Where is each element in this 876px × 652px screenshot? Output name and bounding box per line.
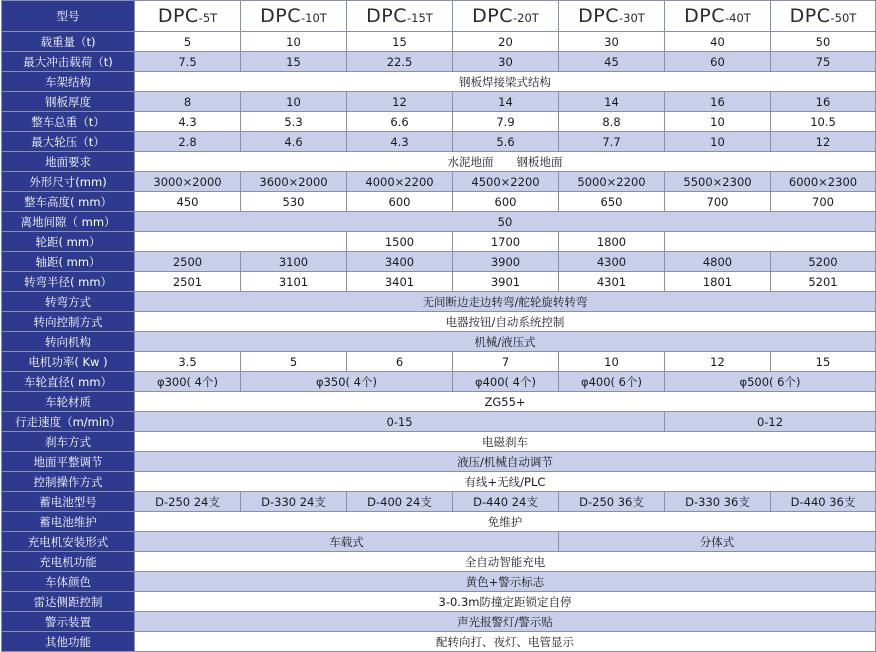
spec-value-cell: 14 (453, 92, 559, 112)
spec-value-cell: 分体式 (559, 532, 876, 552)
model-suffix: -15T (407, 11, 433, 25)
spec-value-cell: 10 (559, 352, 665, 372)
spec-value-cell: φ500( 6个) (665, 372, 876, 392)
spec-row-label: 控制操作方式 (2, 472, 135, 492)
spec-value-cell: 16 (771, 92, 876, 112)
spec-value-cell: D-250 24支 (135, 492, 241, 512)
spec-row (2, 292, 876, 312)
spec-row (2, 572, 876, 592)
spec-row (2, 452, 876, 472)
spec-value-cell: 车载式 (135, 532, 559, 552)
spec-value-cell: 4000×2200 (347, 172, 453, 192)
spec-value-cell: 2.8 (135, 132, 241, 152)
spec-value-cell: 600 (453, 192, 559, 212)
spec-value-cell: 1500 (347, 232, 453, 252)
model-suffix: -10T (301, 11, 327, 25)
spec-value-cell: 4.6 (241, 132, 347, 152)
spec-row-label: 地面平整调节 (2, 452, 135, 472)
spec-value-cell: φ400( 4个) (453, 372, 559, 392)
spec-row-label: 转弯半径( mm） (2, 272, 135, 292)
spec-value-cell: 15 (771, 352, 876, 372)
spec-value-cell: 无间断边走边转弯/舵轮旋转转弯 (135, 292, 876, 312)
spec-value-cell: 10 (665, 112, 771, 132)
spec-value-cell (135, 232, 347, 252)
spec-row (2, 432, 876, 452)
spec-row (2, 612, 876, 632)
spec-value-cell: 30 (559, 32, 665, 52)
spec-value-cell: 电器按钮/自动系统控制 (135, 312, 876, 332)
spec-row-label: 最大轮压（t） (2, 132, 135, 152)
spec-value-cell: 50 (135, 212, 876, 232)
spec-row (2, 52, 876, 72)
spec-row (2, 332, 876, 352)
spec-value-cell: D-330 36支 (665, 492, 771, 512)
spec-row-label: 轴距( mm） (2, 252, 135, 272)
spec-row (2, 212, 876, 232)
spec-row (2, 172, 876, 192)
spec-value-cell: 2500 (135, 252, 241, 272)
spec-value-cell: 全自动智能充电 (135, 552, 876, 572)
spec-row-label: 电机功率( Kw ) (2, 352, 135, 372)
spec-value-cell: 2501 (135, 272, 241, 292)
spec-value-cell: 1801 (665, 272, 771, 292)
spec-value-cell: 5.3 (241, 112, 347, 132)
spec-value-cell: 16 (665, 92, 771, 112)
spec-value-cell: 5201 (771, 272, 876, 292)
spec-value-cell: 液压/机械自动调节 (135, 452, 876, 472)
spec-row-label: 整车高度( mm） (2, 192, 135, 212)
spec-value-cell: 10 (241, 32, 347, 52)
spec-value-cell: 5500×2300 (665, 172, 771, 192)
spec-value-cell: 7.9 (453, 112, 559, 132)
spec-value-cell: 3101 (241, 272, 347, 292)
spec-row (2, 152, 876, 172)
spec-value-cell: 7.5 (135, 52, 241, 72)
spec-value-cell: 3100 (241, 252, 347, 272)
spec-value-cell: 60 (665, 52, 771, 72)
spec-value-cell: 有线+无线/PLC (135, 472, 876, 492)
spec-row-label: 整车总重（t） (2, 112, 135, 132)
spec-value-cell: 6 (347, 352, 453, 372)
spec-row (2, 72, 876, 92)
spec-value-cell: φ400( 6个) (559, 372, 665, 392)
spec-value-cell: 5 (135, 32, 241, 52)
spec-value-cell: 0-15 (135, 412, 665, 432)
spec-row-label: 载重量（t) (2, 32, 135, 52)
spec-value-cell: 3-0.3m防撞定距锁定自停 (135, 592, 876, 612)
spec-value-cell: 0-12 (665, 412, 876, 432)
spec-value-cell: 钢板焊接梁式结构 (135, 72, 876, 92)
spec-value-cell: 电磁刹车 (135, 432, 876, 452)
spec-row-label: 刹车方式 (2, 432, 135, 452)
spec-value-cell: D-400 24支 (347, 492, 453, 512)
spec-row (2, 32, 876, 52)
spec-value-cell: 15 (241, 52, 347, 72)
model-cell (241, 1, 347, 32)
spec-value-cell: 配转向打、夜灯、电管显示 (135, 632, 876, 652)
spec-value-cell: 5.6 (453, 132, 559, 152)
spec-value-cell: 7 (453, 352, 559, 372)
spec-value-cell: 5000×2200 (559, 172, 665, 192)
model-name: DPC (684, 5, 726, 27)
spec-value-cell: 4500×2200 (453, 172, 559, 192)
spec-row-label: 车体颜色 (2, 572, 135, 592)
spec-value-cell: 600 (347, 192, 453, 212)
spec-value-cell: 黄色+警示标志 (135, 572, 876, 592)
spec-value-cell: 10 (665, 132, 771, 152)
spec-value-cell: 机械/液压式 (135, 332, 876, 352)
spec-row (2, 512, 876, 532)
spec-value-cell: 22.5 (347, 52, 453, 72)
spec-value-cell: 12 (771, 132, 876, 152)
model-suffix: -20T (513, 11, 539, 25)
spec-row (2, 272, 876, 292)
model-suffix: -5T (198, 11, 218, 25)
spec-row (2, 112, 876, 132)
model-name: DPC (157, 5, 199, 27)
spec-row-label: 充电机安装形式 (2, 532, 135, 552)
spec-row (2, 92, 876, 112)
model-cell (135, 1, 241, 32)
spec-row (2, 492, 876, 512)
model-name: DPC (789, 5, 831, 27)
spec-value-cell: 4.3 (347, 132, 453, 152)
spec-row-label: 地面要求 (2, 152, 135, 172)
model-suffix: -30T (619, 11, 645, 25)
spec-row-label: 蓄电池维护 (2, 512, 135, 532)
spec-value-cell: 1700 (453, 232, 559, 252)
spec-value-cell: 3.5 (135, 352, 241, 372)
spec-value-cell: D-440 24支 (453, 492, 559, 512)
spec-value-cell: 700 (771, 192, 876, 212)
model-cell (453, 1, 559, 32)
spec-row-label: 车轮材质 (2, 392, 135, 412)
spec-value-cell: 30 (453, 52, 559, 72)
spec-value-cell: 8.8 (559, 112, 665, 132)
spec-row-label: 离地间隙（ mm） (2, 212, 135, 232)
spec-value-cell: 15 (347, 32, 453, 52)
spec-row-label: 外形尺寸(mm) (2, 172, 135, 192)
spec-value-cell: 4300 (559, 252, 665, 272)
model-cell (665, 1, 771, 32)
spec-value-cell: 3401 (347, 272, 453, 292)
spec-row-label: 钢板厚度 (2, 92, 135, 112)
spec-value-cell: 4.3 (135, 112, 241, 132)
spec-row (2, 392, 876, 412)
spec-table-body (2, 1, 876, 652)
spec-value-cell: 530 (241, 192, 347, 212)
model-cell (347, 1, 453, 32)
spec-value-cell: 50 (771, 32, 876, 52)
spec-row (2, 312, 876, 332)
spec-value-cell: 4301 (559, 272, 665, 292)
model-suffix: -40T (725, 11, 751, 25)
spec-row (2, 232, 876, 252)
spec-value-cell: 免维护 (135, 512, 876, 532)
spec-row-label: 车架结构 (2, 72, 135, 92)
model-cell (771, 1, 876, 32)
spec-value-cell: 6.6 (347, 112, 453, 132)
spec-row-label: 行走速度（m/min） (2, 412, 135, 432)
spec-row (2, 412, 876, 432)
spec-row-label: 雷达侧距控制 (2, 592, 135, 612)
header-row (2, 1, 876, 32)
spec-row (2, 472, 876, 492)
spec-row (2, 132, 876, 152)
spec-value-cell: φ350( 4个) (241, 372, 453, 392)
spec-row-label: 最大冲击载荷（t) (2, 52, 135, 72)
spec-value-cell: 水泥地面 钢板地面 (135, 152, 876, 172)
model-name: DPC (366, 5, 408, 27)
model-name: DPC (472, 5, 514, 27)
spec-value-cell: D-440 36支 (771, 492, 876, 512)
spec-value-cell: 45 (559, 52, 665, 72)
spec-value-cell: 1800 (559, 232, 665, 252)
spec-row (2, 552, 876, 572)
model-suffix: -50T (830, 11, 857, 25)
spec-row-label: 转向机构 (2, 332, 135, 352)
spec-value-cell: D-250 36支 (559, 492, 665, 512)
spec-value-cell: 14 (559, 92, 665, 112)
spec-row-label: 转向控制方式 (2, 312, 135, 332)
spec-row-label: 警示装置 (2, 612, 135, 632)
spec-row-label: 充电机功能 (2, 552, 135, 572)
spec-row (2, 592, 876, 612)
spec-value-cell: 12 (347, 92, 453, 112)
spec-row (2, 372, 876, 392)
spec-row (2, 252, 876, 272)
spec-row-label: 其他功能 (2, 632, 135, 652)
spec-value-cell: 5 (241, 352, 347, 372)
spec-value-cell: 450 (135, 192, 241, 212)
spec-value-cell: D-330 24支 (241, 492, 347, 512)
spec-value-cell: 40 (665, 32, 771, 52)
spec-value-cell: φ300( 4个) (135, 372, 241, 392)
model-name: DPC (578, 5, 620, 27)
spec-row-label: 车轮直径( mm） (2, 372, 135, 392)
spec-value-cell: 6000×2300 (771, 172, 876, 192)
spec-value-cell: 75 (771, 52, 876, 72)
spec-value-cell: 10 (241, 92, 347, 112)
spec-row-label: 转弯方式 (2, 292, 135, 312)
spec-value-cell: 3901 (453, 272, 559, 292)
spec-table (1, 0, 876, 652)
spec-value-cell: 7.7 (559, 132, 665, 152)
spec-value-cell: 3400 (347, 252, 453, 272)
spec-value-cell: 20 (453, 32, 559, 52)
spec-value-cell: 3600×2000 (241, 172, 347, 192)
spec-value-cell: 10.5 (771, 112, 876, 132)
spec-value-cell: 3000×2000 (135, 172, 241, 192)
header-label: 型号 (2, 1, 135, 32)
spec-row-label: 轮距( mm） (2, 232, 135, 252)
spec-row (2, 532, 876, 552)
spec-value-cell: ZG55+ (135, 392, 876, 412)
spec-value-cell: 5200 (771, 252, 876, 272)
model-name: DPC (260, 5, 302, 27)
spec-row (2, 632, 876, 652)
spec-value-cell (665, 232, 876, 252)
spec-value-cell: 650 (559, 192, 665, 212)
spec-row (2, 192, 876, 212)
spec-value-cell: 8 (135, 92, 241, 112)
spec-row (2, 352, 876, 372)
spec-value-cell: 3900 (453, 252, 559, 272)
spec-value-cell: 700 (665, 192, 771, 212)
spec-row-label: 蓄电池型号 (2, 492, 135, 512)
spec-value-cell: 4800 (665, 252, 771, 272)
spec-value-cell: 12 (665, 352, 771, 372)
model-cell (559, 1, 665, 32)
spec-value-cell: 声光报警灯/警示贴 (135, 612, 876, 632)
